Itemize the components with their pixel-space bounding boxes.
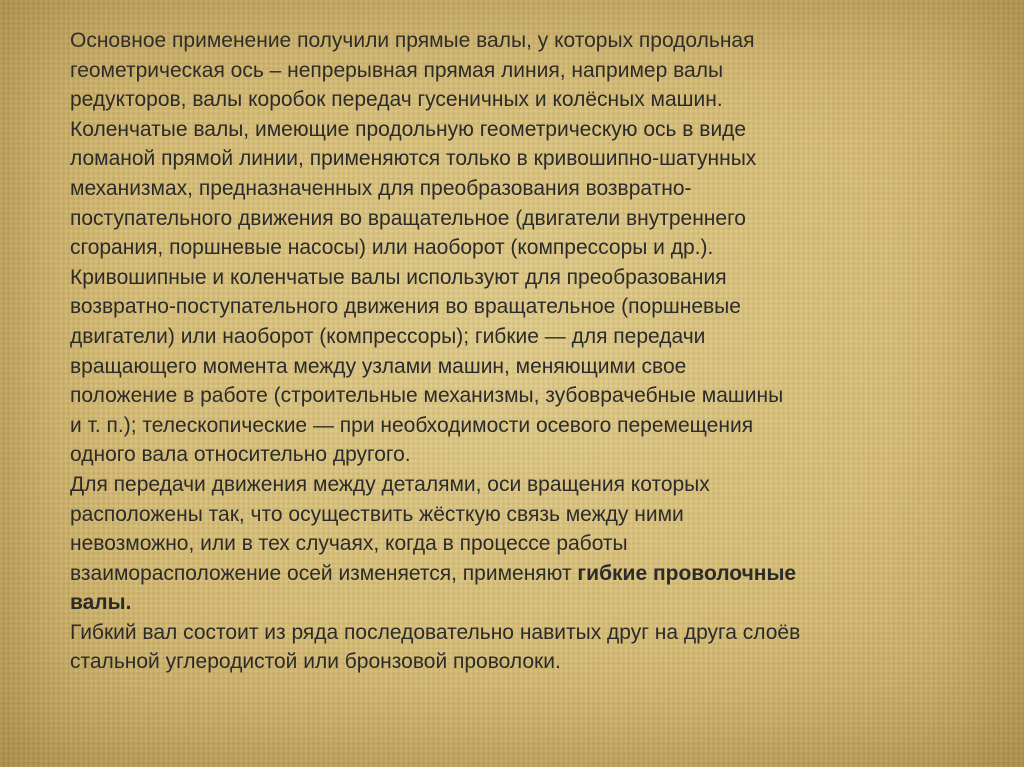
text-line: расположены так, что осуществить жёсткую связь между ними	[70, 502, 684, 526]
text-line: геометрическая ось – непрерывная прямая линия, например валы	[70, 58, 724, 82]
text-line: ломаной прямой линии, применяются только в кривошипно-шатунных	[70, 147, 757, 171]
paragraph-shaft-uses	[70, 263, 950, 470]
text-line: и т. п.); телескопические — при необходимости осевого перемещения	[70, 413, 754, 437]
text-line: Основное применение получили прямые валы, у которых продольная	[70, 29, 755, 52]
text-line: возвратно-поступательного движения во вращательное (поршневые	[70, 295, 741, 319]
text-line: взаиморасположение осей изменяется, применяют	[70, 561, 578, 585]
text-line: одного вала относительно другого.	[70, 443, 411, 467]
paragraph-flexible-shaft-structure	[70, 618, 950, 677]
text-line: механизмах, предназначенных для преобразования возвратно-	[70, 176, 692, 200]
text-line: Кривошипные и коленчатые валы используют для преобразования	[70, 265, 727, 289]
text-line: поступательного движения во вращательное (двигатели внутреннего	[70, 206, 746, 230]
text-line: двигатели) или наоборот (компрессоры); гибкие — для передачи	[70, 324, 706, 348]
text-line: стальной углеродистой или бронзовой проволоки.	[70, 650, 561, 674]
text-line: Гибкий вал состоит из ряда последовательно навитых друг на друга слоёв	[70, 620, 801, 644]
paragraph-crankshafts	[70, 115, 950, 263]
text-line: вращающего момента между узлами машин, меняющими свое	[70, 354, 687, 378]
paragraph-flexible-wire-shafts	[70, 470, 950, 618]
text-line: редукторов, валы коробок передач гусеничных и колёсных машин.	[70, 88, 723, 112]
text-line: Коленчатые валы, имеющие продольную геометрическую ось в виде	[70, 117, 747, 141]
paragraph-straight-shafts	[70, 26, 950, 115]
text-line: положение в работе (строительные механизмы, зубоврачебные машины	[70, 384, 784, 408]
bold-term: гибкие проволочные	[577, 561, 797, 585]
text-line: сгорания, поршневые насосы) или наоборот (компрессоры и др.).	[70, 236, 714, 260]
slide-text-body	[70, 26, 950, 677]
bold-term-continuation: валы.	[70, 591, 132, 615]
text-line: Для передачи движения между деталями, оси вращения которых	[70, 472, 710, 496]
text-line: невозможно, или в тех случаях, когда в процессе работы	[70, 532, 628, 556]
